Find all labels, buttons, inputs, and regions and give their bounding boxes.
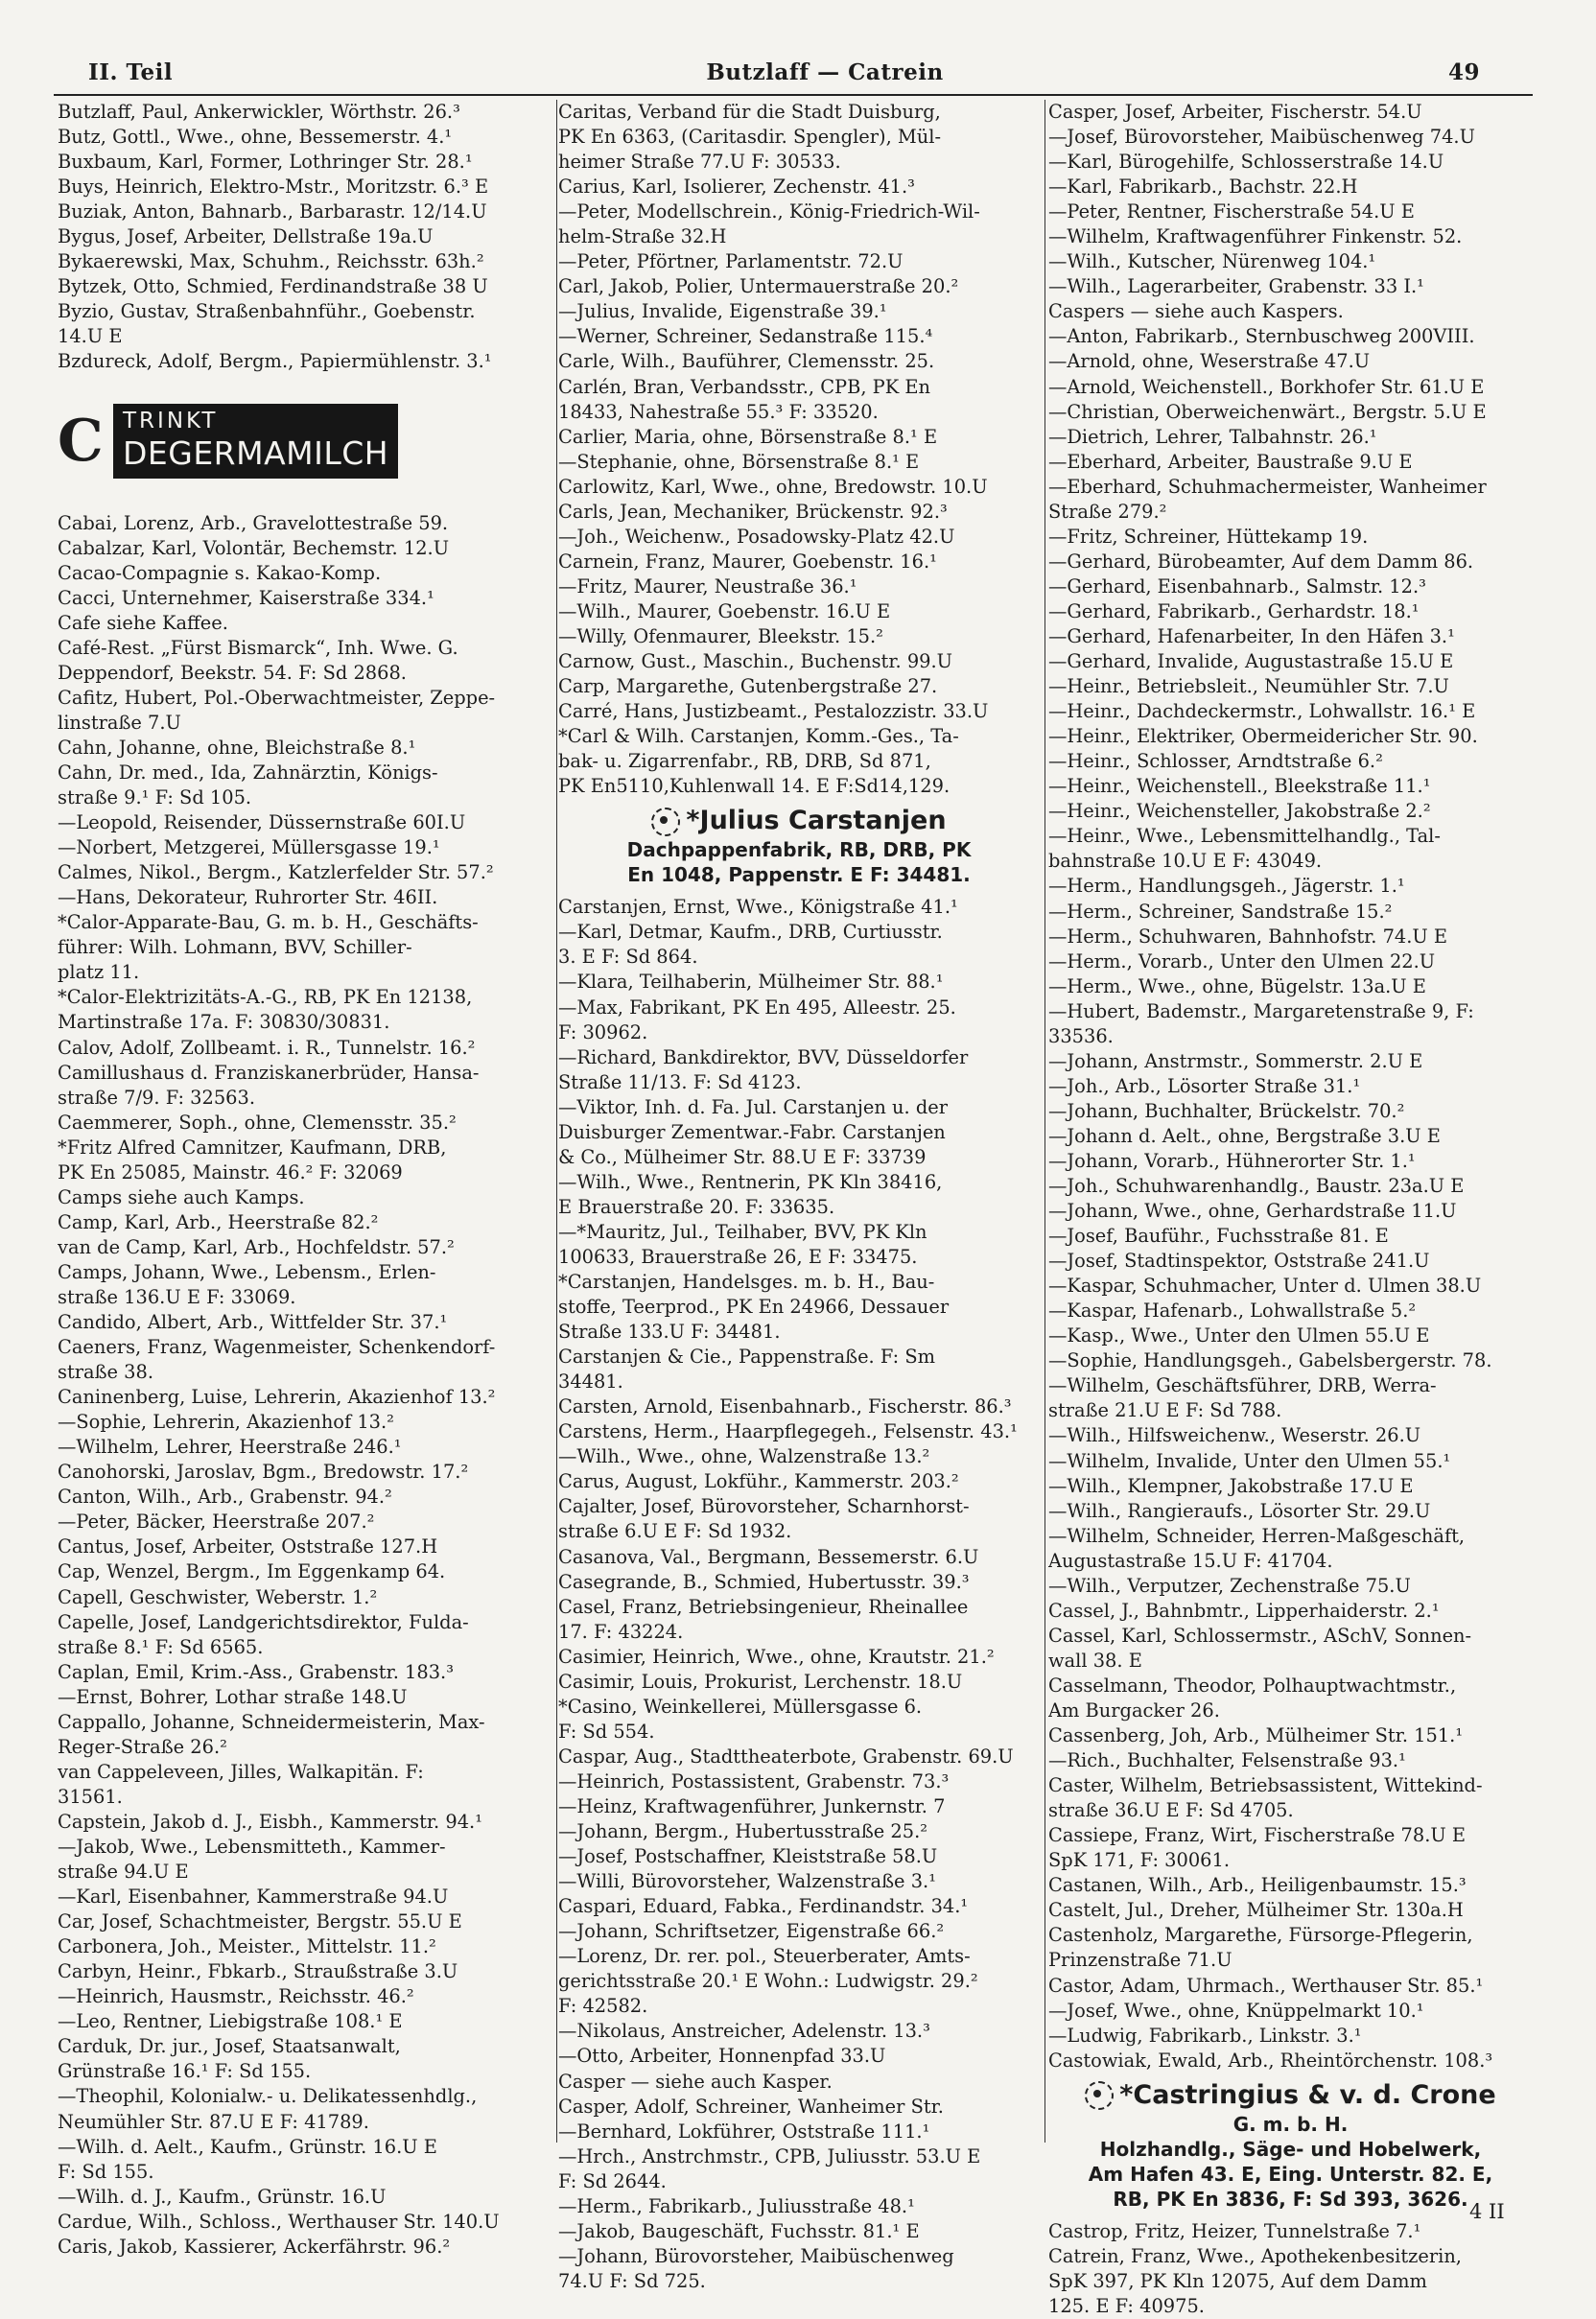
directory-entry-line: Cap, Wenzel, Bergm., Im Eggenkamp 64. [58,1560,446,1583]
directory-entry-line: Caeners, Franz, Wagenmeister, Schenkendorf- [58,1336,496,1359]
directory-entry-line: Castenholz, Margarethe, Fürsorge-Pflegerin, [1048,1924,1473,1947]
directory-entry-line: Carnein, Franz, Maurer, Goebenstr. 16.¹ [558,550,937,573]
directory-entry-line: Carius, Karl, Isolierer, Zechenstr. 41.³ [558,176,915,199]
directory-entry-line: Martinstraße 17a. F: 30830/30831. [58,1011,390,1034]
section-letter: C [58,407,104,475]
directory-entry-line: straße 94.U E [58,1861,189,1884]
directory-entry-line: Cassiepe, Franz, Wirt, Fischerstraße 78.U E [1048,1824,1467,1847]
directory-entry-line: Deppendorf, Beekstr. 54. F: Sd 2868. [58,661,407,684]
ad-company-name: *Castringius & v. d. Crone [1119,2079,1496,2110]
directory-entry-line: straße 9.¹ F: Sd 105. [58,786,252,809]
directory-entry-line: Castelt, Jul., Dreher, Mülheimer Str. 130a.H [1048,1899,1464,1922]
directory-entry-line: Car, Josef, Schachtmeister, Bergstr. 55.U E [58,1910,462,1933]
directory-entry-line: Bykaerewski, Max, Schuhm., Reichsstr. 63h.² [58,250,484,273]
directory-entry-line: —Heinz, Kraftwagenführer, Junkernstr. 7 [558,1795,946,1817]
directory-entry-line: Carlier, Maria, ohne, Börsenstraße 8.¹ E [558,425,938,448]
directory-entry-line: —Wilhelm, Invalide, Unter den Ulmen 55.¹ [1048,1449,1451,1472]
directory-entry-line: —Heinrich, Hausmstr., Reichsstr. 46.² [58,1985,414,2008]
directory-entry-line: Cacci, Unternehmer, Kaiserstraße 334.¹ [58,586,434,609]
directory-entry-line: straße 36.U E F: Sd 4705. [1048,1799,1294,1822]
directory-entry-line: 100633, Brauerstraße 26, E F: 33475. [558,1245,918,1268]
directory-entry-line: Camp, Karl, Arb., Heerstraße 82.² [58,1210,379,1233]
directory-entry-line: —Johann, Schriftsetzer, Eigenstraße 66.² [558,1920,945,1943]
directory-entry-line: 125. E F: 40975. [1048,2294,1205,2317]
directory-entry-line: Casper, Josef, Arbeiter, Fischerstr. 54.U [1048,101,1422,123]
directory-entry-line: Caris, Jakob, Kassierer, Ackerfährstr. 96.² [58,2235,451,2258]
directory-entry-line: Cahn, Johanne, ohne, Bleichstraße 8.¹ [58,736,416,759]
directory-entry-line: Cajalter, Josef, Bürovorsteher, Scharnhorst- [558,1495,970,1518]
directory-entry-line: —Arnold, Weichenstell., Borkhofer Str. 61.U E [1048,375,1485,398]
directory-entry-line: Cahn, Dr. med., Ida, Zahnärztin, Königs- [58,761,438,784]
directory-entry-line: Caninenberg, Luise, Lehrerin, Akazienhof 13.² [58,1386,496,1409]
directory-entry-line: Cassel, Karl, Schlossermstr., ASchV, Sonnen- [1048,1624,1472,1647]
directory-entry-line: bak- u. Zigarrenfabr., RB, DRB, Sd 871, [558,750,931,773]
directory-entry-line: Cassel, J., Bahnbmtr., Lipperhaiderstr. 2.¹ [1048,1599,1440,1622]
column-right [1048,100,1533,2319]
directory-entry-line: F: 42582. [558,1995,648,2018]
directory-entry-line: Grünstraße 16.¹ F: Sd 155. [58,2060,312,2083]
directory-entry-line: —Bernhard, Lokführer, Oststraße 111.¹ [558,2120,930,2143]
directory-entry-line: Carstanjen & Cie., Pappenstraße. F: Sm [558,1346,936,1369]
directory-entry-line: Cantus, Josef, Arbeiter, Oststraße 127.H [58,1535,438,1558]
directory-entry-line: —Josef, Bürovorsteher, Maibüschenweg 74.U [1048,126,1475,149]
directory-entry-line: —Fritz, Maurer, Neustraße 36.¹ [558,574,857,597]
directory-entry-line: 18433, Nahestraße 55.³ F: 33520. [558,400,879,423]
directory-entry-line: Reger-Straße 26.² [58,1735,227,1758]
directory-entry-line: Bygus, Josef, Arbeiter, Dellstraße 19a.U [58,225,434,248]
directory-entry-line: —Wilh., Wwe., Rentnerin, PK Kln 38416, [558,1170,943,1193]
directory-entry-line: —Josef, Postschaffner, Kleiststraße 58.U [558,1845,938,1868]
directory-entry-line: Cafe siehe Kaffee. [58,611,228,634]
directory-entry-line: —Rich., Buchhalter, Felsenstraße 93.¹ [1048,1749,1406,1772]
directory-entry-line: —Josef, Bauführ., Fuchsstraße 81. E [1048,1225,1389,1248]
directory-entry-line: Cardue, Wilh., Schloss., Werthauser Str. 140.U [58,2210,500,2233]
directory-entry-line: Carsten, Arnold, Eisenbahnarb., Fischerstr. 86.³ [558,1395,1012,1418]
directory-entry-line: Castowiak, Ewald, Arb., Rheintörchenstr. 108.³ [1048,2049,1493,2072]
ornament-icon [651,808,680,836]
directory-entry-line: —Gerhard, Fabrikarb., Gerhardstr. 18.¹ [1048,599,1420,622]
directory-entry-line: —Heinr., Weichensteller, Jakobstraße 2.² [1048,800,1431,823]
directory-entry-line: —Wilhelm, Schneider, Herren-Maßgeschäft, [1048,1524,1466,1547]
directory-entry-line: Carré, Hans, Justizbeamt., Pestalozzistr. 33.U [558,700,989,723]
ad-line: Dachpappenfabrik, RB, DRB, PK [626,838,972,862]
directory-entry-line: —Dietrich, Lehrer, Talbahnstr. 26.¹ [1048,425,1377,448]
degermamilch-advertisement [113,404,398,479]
entry-list [558,100,1040,799]
directory-entry-line: —Wilh., Lagerarbeiter, Grabenstr. 33 I.¹ [1048,275,1424,298]
directory-entry-line: Buxbaum, Karl, Former, Lothringer Str. 28.¹ [58,151,473,174]
directory-entry-line: Augustastraße 15.U F: 41704. [1048,1549,1333,1572]
section-heading-c [58,404,556,504]
directory-entry-line: —Heinr., Elektriker, Obermeidericher Str. 90. [1048,725,1478,748]
directory-entry-line: —Johann, Buchhalter, Brückelstr. 70.² [1048,1099,1405,1122]
directory-entry-line: —Viktor, Inh. d. Fa. Jul. Carstanjen u. der [558,1095,949,1118]
directory-entry-line: —Kaspar, Schuhmacher, Unter d. Ulmen 38.U [1048,1275,1482,1298]
directory-entry-line: Capell, Geschwister, Weberstr. 1.² [58,1585,378,1608]
directory-entry-line: straße 8.¹ F: Sd 6565. [58,1635,264,1658]
directory-entry-line: 14.U E [58,325,123,348]
ad-line: En 1048, Pappenstr. E F: 34481. [627,863,971,887]
directory-entry-line: —Johann, Vorarb., Hühnerorter Str. 1.¹ [1048,1149,1416,1172]
directory-entry-line: —Josef, Stadtinspektor, Oststraße 241.U [1048,1250,1430,1273]
entry-list [1048,100,1533,2073]
directory-entry-line: Straße 11/13. F: Sd 4123. [558,1070,802,1093]
directory-entry-line: —Heinr., Wwe., Lebensmittelhandlg., Tal- [1048,825,1441,848]
directory-entry-line: Camps siehe auch Kamps. [58,1185,305,1208]
directory-entry-line: Casegrande, B., Schmied, Hubertusstr. 39.³ [558,1570,970,1593]
directory-entry-line: —Stephanie, ohne, Börsenstraße 8.¹ E [558,450,920,473]
signature-mark: 4 II [1469,2200,1505,2223]
directory-entry-line: helm-Straße 32.H [558,225,727,248]
directory-entry-line: —Hans, Dekorateur, Ruhrorter Str. 46II. [58,886,438,909]
directory-entry-line: Candido, Albert, Arb., Wittfelder Str. 37.¹ [58,1311,448,1334]
directory-entry-line: van de Camp, Karl, Arb., Hochfeldstr. 57.² [58,1235,455,1258]
directory-entry-line: PK En5110,Kuhlenwall 14. E F:Sd14,129. [558,775,951,798]
directory-entry-line: straße 6.U E F: Sd 1932. [558,1520,792,1543]
directory-entry-line: —Christian, Oberweichenwärt., Bergstr. 5.U E [1048,400,1487,423]
directory-entry-line: F: Sd 2644. [558,2169,667,2192]
directory-entry-line: Carnow, Gust., Maschin., Buchenstr. 99.U [558,650,952,673]
directory-entry-line: —Karl, Fabrikarb., Bachstr. 22.H [1048,176,1358,199]
ad-line: Holzhandlg., Säge- und Hobelwerk, [1099,2137,1482,2161]
directory-entry-line: Cassenberg, Joh, Arb., Mülheimer Str. 151.¹ [1048,1724,1464,1747]
directory-entry-line: Catrein, Franz, Wwe., Apothekenbesitzerin, [1048,2244,1462,2267]
directory-entry-line: —Norbert, Metzgerei, Müllersgasse 19.¹ [58,836,440,859]
header-rule [54,94,1533,96]
directory-entry-line: —Joh., Weichenw., Posadowsky-Platz 42.U [558,525,955,548]
directory-entry-line: —Kasp., Wwe., Unter den Ulmen 55.U E [1048,1324,1430,1347]
directory-entry-line: —Herm., Vorarb., Unter den Ulmen 22.U [1048,949,1436,972]
directory-entry-line: Straße 133.U F: 34481. [558,1321,781,1344]
directory-entry-line: —Ernst, Bohrer, Lothar straße 148.U [58,1685,408,1708]
directory-entry-line: 74.U F: Sd 725. [558,2269,706,2292]
directory-entry-line: —Wilhelm, Lehrer, Heerstraße 246.¹ [58,1436,402,1459]
directory-entry-line: Camillushaus d. Franziskanerbrüder, Hansa- [58,1061,480,1084]
directory-entry-line: Caplan, Emil, Krim.-Ass., Grabenstr. 183.³ [58,1660,454,1683]
directory-entry-line: —Wilh., Klempner, Jakobstraße 17.U E [1048,1474,1414,1497]
directory-entry-line: van Cappeleveen, Jilles, Walkapitän. F: [58,1760,424,1783]
directory-entry-line: & Co., Mülheimer Str. 88.U E F: 33739 [558,1145,927,1168]
directory-entry-line: Capstein, Jakob d. J., Eisbh., Kammerstr. 94.¹ [58,1810,482,1833]
directory-entry-line: —Heinrich, Postassistent, Grabenstr. 73.³ [558,1769,950,1792]
directory-entry-line: Cabai, Lorenz, Arb., Gravelottestraße 59. [58,511,449,534]
directory-entry-line: bahnstraße 10.U E F: 43049. [1048,850,1323,873]
directory-entry-line: Byzio, Gustav, Straßenbahnführ., Goebenstr. [58,300,476,323]
directory-entry-line: F: 30962. [558,1020,648,1043]
directory-entry-line: Casper, Adolf, Schreiner, Wanheimer Str. [558,2095,944,2118]
directory-entry-line: F: Sd 155. [58,2160,154,2183]
directory-entry-line: —Ludwig, Fabrikarb., Linkstr. 3.¹ [1048,2024,1362,2047]
directory-entry-line: Casimier, Heinrich, Wwe., ohne, Krautstr. 21.² [558,1645,995,1668]
directory-entry-line: Caspari, Eduard, Fabka., Ferdinandstr. 34.¹ [558,1895,969,1918]
directory-entry-line: Caritas, Verband für die Stadt Duisburg, [558,101,941,123]
directory-entry-line: —Herm., Wwe., ohne, Bügelstr. 13a.U E [1048,974,1426,997]
directory-entry-line: Castor, Adam, Uhrmach., Werthauser Str. 85.¹ [1048,1974,1484,1997]
directory-entry-line: Casanova, Val., Bergmann, Bessemerstr. 6.U [558,1545,979,1568]
directory-entry-line: SpK 171, F: 30061. [1048,1849,1230,1872]
directory-entry-line: Casel, Franz, Betriebsingenieur, Rheinallee [558,1595,969,1618]
directory-entry-line: *Calor-Elektrizitäts-A.-G., RB, PK En 12138, [58,986,473,1009]
directory-entry-line: —Wilh., Kutscher, Nürenweg 104.¹ [1048,250,1376,273]
directory-entry-line: 17. F: 43224. [558,1620,684,1643]
directory-entry-line: Carbonera, Joh., Meister., Mittelstr. 11.² [58,1935,436,1958]
directory-entry-line: Straße 279.² [1048,500,1167,523]
directory-entry-line: Cacao-Compagnie s. Kakao-Komp. [58,561,382,584]
directory-entry-line: Casper — siehe auch Kasper. [558,2070,833,2093]
directory-entry-line: —Herm., Schreiner, Sandstraße 15.² [1048,900,1393,923]
directory-entry-line: Carlowitz, Karl, Wwe., ohne, Bredowstr. 10.U [558,475,988,498]
directory-entry-line: —Heinr., Betriebsleit., Neumühler Str. 7.U [1048,675,1449,698]
directory-entry-line: Caspers — siehe auch Kaspers. [1048,300,1344,323]
directory-entry-line: Bzdureck, Adolf, Bergm., Papiermühlenstr. 3.¹ [58,350,492,373]
directory-entry-line: Cappallo, Johanne, Schneidermeisterin, Max- [58,1710,485,1733]
directory-entry-line: Carl, Jakob, Polier, Untermauerstraße 20.² [558,275,959,298]
directory-entry-line: platz 11. [58,961,140,984]
directory-entry-line: —Gerhard, Invalide, Augustastraße 15.U E [1048,650,1454,673]
directory-entry-line: —Otto, Arbeiter, Honnenpfad 33.U [558,2045,886,2068]
directory-entry-line: Carstanjen, Ernst, Wwe., Königstraße 41.¹ [558,896,958,919]
directory-entry-line: —Karl, Eisenbahner, Kammerstraße 94.U [58,1886,449,1909]
directory-entry-line: —Joh., Arb., Lösorter Straße 31.¹ [1048,1074,1361,1097]
directory-entry-line: —Johann, Bürovorsteher, Maibüschenweg [558,2244,954,2267]
directory-entry-line: Capelle, Josef, Landgerichtsdirektor, Fulda- [58,1610,469,1633]
directory-entry-line: Carle, Wilh., Bauführer, Clemensstr. 25. [558,350,935,373]
directory-entry-line: —Gerhard, Eisenbahnarb., Salmstr. 12.³ [1048,574,1426,597]
directory-entry-line: heimer Straße 77.U F: 30533. [558,151,841,174]
directory-entry-line: gerichtsstraße 20.¹ E Wohn.: Ludwigstr. 29.² [558,1970,978,1993]
directory-entry-line: wall 38. E [1048,1649,1142,1672]
page-range-title: Butzlaff — Catrein [706,59,944,85]
directory-entry-line: F: Sd 554. [558,1720,655,1743]
directory-entry-line: —Peter, Pförtner, Parlamentstr. 72.U [558,250,904,273]
directory-entry-line: —Hrch., Anstrchmstr., CPB, Juliusstr. 53.U E [558,2144,981,2167]
directory-entry-line: —Wilhelm, Geschäftsführer, DRB, Werra- [1048,1374,1437,1397]
directory-entry-line: —Herm., Handlungsgeh., Jägerstr. 1.¹ [1048,875,1405,898]
directory-entry-line: Bytzek, Otto, Schmied, Ferdinandstraße 38 U [58,275,488,298]
castringius-advertisement [1048,2079,1533,2212]
directory-entry-line: —Heinr., Dachdeckermstr., Lohwallstr. 16.¹ E [1048,700,1476,723]
directory-entry-line: Castrop, Fritz, Heizer, Tunnelstraße 7.¹ [1048,2219,1421,2242]
directory-entry-line: Calov, Adolf, Zollbeamt. i. R., Tunnelstr. 16.² [58,1036,476,1059]
directory-entry-line: —Kaspar, Hafenarb., Lohwallstraße 5.² [1048,1300,1417,1323]
directory-entry-line: Neumühler Str. 87.U E F: 41789. [58,2110,369,2133]
directory-entry-line: —Gerhard, Hafenarbeiter, In den Häfen 3.¹ [1048,624,1455,647]
directory-entry-line: Butzlaff, Paul, Ankerwickler, Wörthstr. 26.³ [58,101,460,123]
directory-entry-line: —Johann, Anstrmstr., Sommerstr. 2.U E [1048,1049,1423,1072]
directory-entry-line: *Carl & Wilh. Carstanjen, Komm.-Ges., Ta- [558,725,959,748]
ornament-icon [1085,2081,1114,2110]
directory-entry-line: —Wilh., Rangieraufs., Lösorter Str. 29.U [1048,1499,1431,1522]
directory-entry-line: —Heinr., Schlosser, Arndtstraße 6.² [1048,750,1383,773]
directory-entry-line: —Peter, Bäcker, Heerstraße 207.² [58,1511,375,1534]
directory-entry-line: —Herm., Fabrikarb., Juliusstraße 48.¹ [558,2194,915,2217]
ad-brand: DEGERMAMILCH [123,433,389,472]
directory-entry-line: —Max, Fabrikant, PK En 495, Alleestr. 25. [558,996,956,1019]
directory-entry-line: Canton, Wilh., Arb., Grabenstr. 94.² [58,1486,392,1509]
directory-entry-line: —Karl, Detmar, Kaufm., DRB, Curtiusstr. [558,921,943,944]
directory-entry-line: Cafitz, Hubert, Pol.-Oberwachtmeister, Zeppe- [58,686,496,709]
directory-entry-line: PK En 25085, Mainstr. 46.² F: 32069 [58,1160,403,1183]
directory-entry-line: —Sophie, Handlungsgeh., Gabelsbergerstr. 78. [1048,1349,1492,1372]
directory-entry-line: *Casino, Weinkellerei, Müllersgasse 6. [558,1695,923,1718]
directory-entry-line: linstraße 7.U [58,711,181,734]
directory-entry-line: *Fritz Alfred Camnitzer, Kaufmann, DRB, [58,1136,447,1159]
directory-entry-line: —Werner, Schreiner, Sedanstraße 115.⁴ [558,325,933,348]
directory-entry-line: —Eberhard, Arbeiter, Baustraße 9.U E [1048,450,1413,473]
directory-entry-line: Carus, August, Lokführ., Kammerstr. 203.² [558,1470,959,1493]
directory-entry-line: *Carstanjen, Handelsges. m. b. H., Bau- [558,1271,935,1294]
directory-entry-line: führer: Wilh. Lohmann, BVV, Schiller- [58,936,412,959]
directory-entry-line: Canohorski, Jaroslav, Bgm., Bredowstr. 17.² [58,1461,469,1484]
directory-entry-line: —Wilh. d. Aelt., Kaufm., Grünstr. 16.U E [58,2135,437,2158]
directory-entry-line: E Brauerstraße 20. F: 33635. [558,1195,835,1218]
directory-entry-line: —Richard, Bankdirektor, BVV, Düsseldorfer [558,1045,969,1068]
directory-entry-line: —Johann, Bergm., Hubertusstraße 25.² [558,1820,928,1843]
directory-entry-line: Caemmerer, Soph., ohne, Clemensstr. 35.² [58,1111,457,1134]
directory-entry-line: 31561. [58,1785,123,1808]
directory-entry-line: Camps, Johann, Wwe., Lebensm., Erlen- [58,1260,436,1283]
carstanjen-advertisement [558,805,1040,887]
directory-entry-line: Butz, Gottl., Wwe., ohne, Bessemerstr. 4.¹ [58,126,453,149]
directory-entry-line: *Calor-Apparate-Bau, G. m. b. H., Geschäfts- [58,911,479,934]
directory-entry-line: —Fritz, Schreiner, Hüttekamp 19. [1048,525,1369,548]
directory-entry-line: —Willi, Bürovorsteher, Walzenstraße 3.¹ [558,1870,936,1893]
directory-entry-line: —Klara, Teilhaberin, Mülheimer Str. 88.¹ [558,971,944,994]
directory-entry-line: Buys, Heinrich, Elektro-Mstr., Moritzstr. 6.³ E [58,176,489,199]
directory-entry-line: straße 7/9. F: 32563. [58,1086,256,1109]
directory-entry-line: PK En 6363, (Caritasdir. Spengler), Mül- [558,126,942,149]
directory-entry-line: Casselmann, Theodor, Polhauptwachtmstr., [1048,1674,1457,1697]
directory-entry-line: —Wilhelm, Kraftwagenführer Finkenstr. 52. [1048,225,1463,248]
directory-entry-line: —Jakob, Baugeschäft, Fuchsstr. 81.¹ E [558,2219,920,2242]
directory-entry-line: —Nikolaus, Anstreicher, Adelenstr. 13.³ [558,2020,930,2043]
directory-entry-line: stoffe, Teerprod., PK En 24966, Dessauer [558,1296,950,1319]
directory-entry-line: —Wilh., Wwe., ohne, Walzenstraße 13.² [558,1445,930,1468]
directory-entry-line: Carlén, Bran, Verbandsstr., CPB, PK En [558,375,931,398]
directory-entry-line: —Leopold, Reisender, Düssernstraße 60I.U [58,811,466,834]
directory-entry-line: —Wilh., Hilfsweichenw., Weserstr. 26.U [1048,1424,1421,1447]
directory-entry-line: —Sophie, Lehrerin, Akazienhof 13.² [58,1411,394,1434]
directory-entry-line: Casimir, Louis, Prokurist, Lerchenstr. 18.U [558,1670,963,1693]
directory-entry-line: —Leo, Rentner, Liebigstraße 108.¹ E [58,2010,403,2033]
directory-entry-line: Duisburger Zementwar.-Fabr. Carstanjen [558,1120,946,1143]
directory-entry-line: —Joh., Schuhwarenhandlg., Baustr. 23a.U E [1048,1175,1465,1198]
directory-entry-line: 34481. [558,1370,623,1394]
column-left [58,100,556,2260]
directory-entry-line: —Wilh., Verputzer, Zechenstraße 75.U [1048,1574,1411,1597]
directory-entry-line: —Willy, Ofenmaurer, Bleekstr. 15.² [558,624,883,647]
column-divider [556,100,557,2143]
directory-entry-line: —Peter, Modellschrein., König-Friedrich-Wil- [558,200,980,223]
directory-entry-line: —Anton, Fabrikarb., Sternbuschweg 200VIII. [1048,325,1475,348]
directory-entry-line: —Wilh., Maurer, Goebenstr. 16.U E [558,599,891,622]
directory-entry-line: 3. E F: Sd 864. [558,946,698,969]
column-divider [1044,100,1045,2143]
directory-entry-line: —Heinr., Weichenstell., Bleekstraße 11.¹ [1048,775,1431,798]
directory-entry-line: straße 38. [58,1361,154,1384]
page-number: 49 [1448,59,1481,85]
directory-entry-line: —Arnold, ohne, Weserstraße 47.U [1048,350,1371,373]
directory-entry-line: SpK 397, PK Kln 12075, Auf dem Damm [1048,2269,1427,2292]
directory-entry-line: Caspar, Aug., Stadttheaterbote, Grabenstr. 69.U [558,1745,1014,1768]
directory-entry-line: straße 21.U E F: Sd 788. [1048,1399,1282,1422]
directory-entry-line: —Peter, Rentner, Fischerstraße 54.U E [1048,200,1415,223]
directory-entry-line: —Julius, Invalide, Eigenstraße 39.¹ [558,300,887,323]
directory-entry-line: Carp, Margarethe, Gutenbergstraße 27. [558,675,938,698]
directory-entry-line: Caster, Wilhelm, Betriebsassistent, Wittekind- [1048,1774,1483,1797]
directory-entry-line: Carduk, Dr. jur., Josef, Staatsanwalt, [58,2035,401,2058]
directory-entry-line: Carbyn, Heinr., Fbkarb., Straußstraße 3.U [58,1960,458,1983]
directory-entry-line: —Lorenz, Dr. rer. pol., Steuerberater, Amts- [558,1945,971,1968]
ad-line: RB, PK En 3836, F: Sd 393, 3626. [1113,2187,1468,2211]
directory-entry-line: Prinzenstraße 71.U [1048,1949,1232,1972]
entry-list [1048,2219,1533,2319]
entry-list [58,100,556,375]
directory-entry-line: Cabalzar, Karl, Volontär, Bechemstr. 12.U [58,536,450,559]
directory-entry-line: —Theophil, Kolonialw.- u. Delikatessenhdlg., [58,2085,478,2108]
directory-entry-line: —Johann, Wwe., ohne, Gerhardstraße 11.U [1048,1200,1457,1223]
directory-entry-line: —Karl, Bürogehilfe, Schlosserstraße 14.U [1048,151,1444,174]
ad-line: G. m. b. H. [1232,2112,1349,2136]
directory-entry-line: —Jakob, Wwe., Lebensmitteth., Kammer- [58,1836,446,1858]
ad-slogan: TRINKT [123,408,219,433]
directory-entry-line: —Wilh. d. J., Kaufm., Grünstr. 16.U [58,2185,387,2208]
directory-entry-line: Carstens, Herm., Haarpflegegeh., Felsenstr. 43.¹ [558,1420,1018,1443]
directory-entry-line: —Eberhard, Schuhmachermeister, Wanheimer [1048,475,1487,498]
directory-entry-line: Am Burgacker 26. [1048,1699,1220,1722]
directory-entry-line: —Hubert, Bademstr., Margaretenstraße 9, F: [1048,999,1474,1022]
directory-entry-line: straße 136.U E F: 33069. [58,1285,296,1308]
directory-entry-line: Calmes, Nikol., Bergm., Katzlerfelder Str. 57.² [58,861,494,884]
directory-entry-line: Castanen, Wilh., Arb., Heiligenbaumstr. 15.³ [1048,1874,1467,1897]
directory-entry-line: 33536. [1048,1024,1114,1047]
column-middle [558,100,1040,2294]
part-label: II. Teil [88,59,174,85]
directory-entry-line: —Gerhard, Bürobeamter, Auf dem Damm 86. [1048,550,1474,573]
directory-entry-line: —Johann d. Aelt., ohne, Bergstraße 3.U E [1048,1124,1441,1147]
directory-entry-line: Café-Rest. „Fürst Bismarck“, Inh. Wwe. G. [58,636,458,659]
directory-entry-line: Buziak, Anton, Bahnarb., Barbarastr. 12/14.U [58,200,487,223]
entry-list [558,895,1040,2294]
directory-entry-line: —Josef, Wwe., ohne, Knüppelmarkt 10.¹ [1048,1999,1424,2022]
directory-entry-line: Carls, Jean, Mechaniker, Brückenstr. 92.³ [558,500,948,523]
ad-line: Am Hafen 43. E, Eing. Unterstr. 82. E, [1088,2162,1493,2186]
entry-list [58,511,556,2260]
directory-entry-line: —*Mauritz, Jul., Teilhaber, BVV, PK Kln [558,1220,927,1243]
directory-entry-line: —Herm., Schuhwaren, Bahnhofstr. 74.U E [1048,925,1448,948]
ad-company-name: *Julius Carstanjen [686,806,947,836]
